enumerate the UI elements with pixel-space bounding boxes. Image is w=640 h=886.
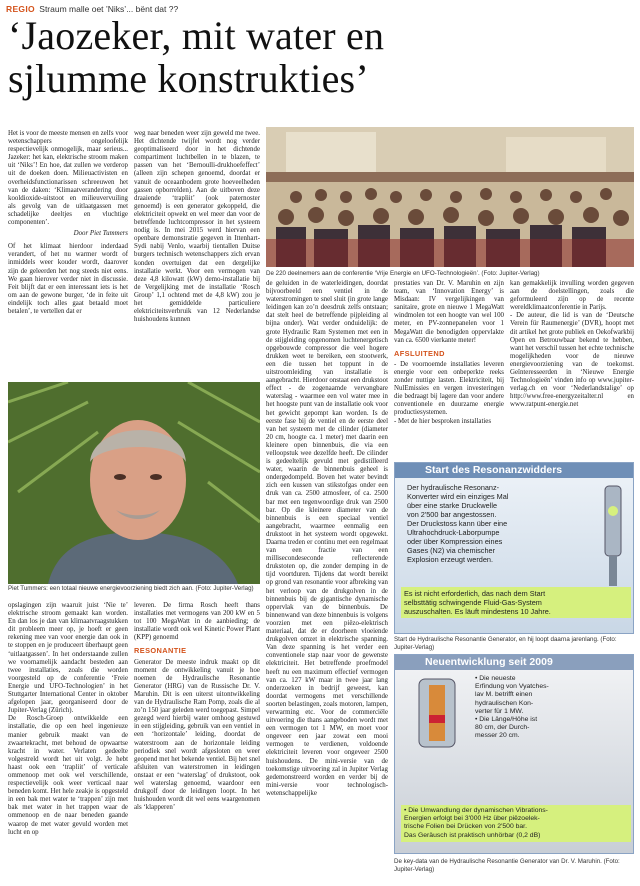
- infobox-caption: Start de Hydraulische Resonantie Generator, en hij loopt daarna jarenlang. (Foto: Jupiter-Verlag): [394, 636, 617, 651]
- infobox-caption: De key-data van de Hydraulische Resonantie Generator van Dr. V. Maruhin. (Foto: Jupiter-Verlag): [394, 858, 620, 873]
- infobox-line: Energien erfolgt bei 3'000 Hz über piëzoelek-: [404, 815, 540, 823]
- infobox-line: • Die neueste: [475, 675, 516, 682]
- article-column-2: [134, 130, 260, 378]
- new-development-infobox: [394, 654, 634, 854]
- infobox-line: • Die Länge/Höhe ist: [475, 716, 538, 724]
- article-column-5: [510, 280, 634, 460]
- infobox-line: Das Geräusch ist praktisch unhörbar (0,2 dB): [404, 831, 541, 839]
- infobox-line: hydraulischen Kon-: [475, 699, 534, 707]
- article-column-1: [8, 130, 128, 378]
- body-text: opslagingen zijn waaruit juist ‘Nie te’ elektrische stroom gemaakt kan worden. En dan los je dan van klimaatvraagstukken dit probleem meer op, je hoeft er geen rekening mee van voor energie dan ook in te stoppen en je produceert überhaupt geen ‘uitlaatgassen’. In het onderstaande zullen we voornamelijk aandacht besteden aan twee installaties, zoals die worden voorgesteld op de conferentie ‘Freie Energie und UFO-Technologien’ in het Stuttgarter International Center in oktober afgelopen jaar, georganiseerd door de Jupiter-Verlag (Zürich). De Rosch-Groep ontwikkelde een installatie, die op een heel ingenieuze manier gebruik maakt van de zwaartekracht, met behoud de opwaartse kracht in water. Verlaten gedeelte volgestreld wordt het uit volgt. Je hebt haast ook een ‘trapliit’ of verticale ommenoop met ook wel verschillende, respectievelijk ook weer verticaal naar beneden komt. Het hele zeakje is opgesteld in een bak met water te ‘trappen’ zijn met bak met water in het trappen waar de ommenoop en de naar beneden gaande waarop de met water gevuld worden met lucht en op: [8, 602, 128, 836]
- article-column-3: [266, 280, 388, 880]
- subhead-afsluitend: AFSLUITEND: [394, 348, 445, 358]
- converter-icon: [595, 481, 631, 591]
- infobox-title: Neuentwicklung seit 2009: [395, 655, 633, 670]
- infobox-line: Ultrahochdruck-Laborpumpe: [407, 528, 500, 537]
- infobox-line: Es ist nicht erforderlich, das nach dem Start: [404, 589, 546, 598]
- body-text: kan gemakkelijk invulling worden gegeven aan de doelstellingen, zoals die geformuleerd zijn op de recente wereldklimaatconferentie in Parijs. - De auteur, die lid is van de ‘Deutsche Verein für Raumenergie’ (DVR), hoopt met dit artikel het grote publiek en Oekofwarkbij Open en Betrouwbaar bekend te hebben, want het verschil tussen het echte technische mogelijkheden voor de nieuwe energievoorziening van de toekomst. Geïnteresseerden in ‘Nieuwe Energie Technologieën’ vinden info op www.jupiter-verlag.ch en voor ‘Nederlandstalige’ op http://www.free-energyzeitalter.nl en www.ratpunt-energie.net: [510, 280, 634, 409]
- subhead-resonantie: RESONANTIE: [134, 646, 187, 656]
- infobox-line: 80 cm, der Durch-: [475, 724, 530, 732]
- infobox-line: von 2'500 bar angestossen.: [407, 510, 497, 519]
- infobox-line: Gases (N2) via chemischer: [407, 546, 495, 555]
- portrait-caption: Piet Tummers: een totaal nieuwe energievoorziening biedt zich aan. (Foto: Jupiter-Verlag): [8, 585, 254, 592]
- infobox-line: messer 20 cm.: [475, 732, 520, 740]
- headline-line-1: ‘Jaozeker, mit water en: [8, 13, 385, 58]
- infobox-line: oder über Kompression eines: [407, 537, 503, 546]
- photo-caption: De 220 deelnemers aan de conferentie ‘Vrije Energie en UFO-Technologieën’. (Foto: Jupiter-Verlag): [266, 270, 540, 277]
- infobox-line: Der Druckstoss kann über eine: [407, 519, 508, 528]
- page-title: [8, 14, 634, 100]
- body-text: leveren. De firma Rosch heeft thans installaties met vermogens van 200 kW en 5 tot 100 MegaWatt in de aanbieding; de installatie wordt ook wel Kinetic Power Plant (KPP) genoemd: [134, 602, 260, 642]
- infobox-line: lav M. betrifft einen: [475, 691, 533, 699]
- infobox-title: Start des Resonanzwidders: [395, 463, 633, 478]
- infobox-line: • Die Umwandlung der dynamischen Vibrations-: [404, 807, 548, 814]
- infobox-highlight: [401, 587, 631, 618]
- infobox-line: Konverter wird ein einziges Mal: [407, 492, 509, 501]
- body-text: de geluiden in de waterleidingen, doordat bijvoorbeeld een ventiel in de waterstromingen te snel sluit (in grote lange leidingen kan zo’n deesdruk zelfs ontstaan; dat stelt heel de betreffende pijpleiding al bijna onder). Wat verder onduidelijk: de grote Hydraulic Ram Systemen met een in de stijgleiding opgenomen luchtenergetisch opgebouwde compressor die veel hogere drukken weet te bereiken, een stootwerk, een die tussen het toppunt in de uitstroomleiding van installatie is aangebracht. Hierdoor onstaat een drukstoot effect - de zogenaamde vervangbare waterslag - waarmee een vol water mee in het hoogste punt van de installatie ook voor het gewicht gepompt kan worden. Is de eerste fase bij de ventiel en de eerste deel van het systeem met de cilinder (diameter 20 cm, hoogte ca. 1 meter) met daarin een kleinere open binnenbuis, die via een velloopstuk wee dezelfde heeft. De cilinder is gedeeltelijk gevuld met gedistilleerd water, waarin de binnenbuis geheel is ondergedompeld. Boven het water bevindt zich een kussen van stikstofgas onder een druk van ca. 2500 atmosfeer, of ca. 2500 bar met een tegenwoordige druk van 2500 bar. Op die kleinere diameter van de binnenbuis is een speciaal ventiel aangebracht, waarmee eenmalig een drukstoot in het systeem wordt opgewekt. Daarna treden er continu met een regelmaat van een fractie van een millisecondeseconde reflecterende drukstoten op, die zonder demping in de tijd voortduren. Tijdens dat wordt bereikt op grond van resonantie voor afbreking van het verloop van de drukgolven in de binnenbuis bij de gigantische dynamische oppervlak van de binnenbuis. De binnenwand van deze binnenbuis is volgens voorzien met een piëzo-elektrisch materiaal, dat de er doorheen vloeiende drukgolven omzet in elektrische spanning. Van deze spanning is het verder een conventionele stap naar voor de gewenste elektriciteit. Het betreffende proefmodel heeft nu een maximum effectief vermogen van ca. 127 kW maar in twee jaar lang onderzoeken in bedrijf geweest, kan doordat vermogens met verschillende soorten belastingen, zoals motoren, lampen, verwarming etc. Voor de commerciële uitvoering die thans aangeboden wordt met een vermogen tot 1 MW, en moet voor ongeveer een jaar zowat een mooi vermogen te verdienen, voldoende elektriciteit leveren voor ongeveer 2500 huishoudens. De mini-versie van de toekomstige uitvoering zal in Jupiter Verlag gedemonstreerd worden en verder bij de mini-versie voor technologisch-wetenschappelijke: [266, 280, 388, 797]
- converter-cutaway-icon: [401, 675, 473, 755]
- byline: Door Piet Tummers: [73, 230, 128, 238]
- resonance-start-infobox: [394, 462, 634, 634]
- body-text: weg naar beneden weer zijn geweld me twee. Het dichtende twijfel wordt nog verder geoptimaliseerd door in het dichtende compartiment luchtbellen in te blazen, te passen van het ‘Bernoulli-drukhoefeffect’ (alleen zijn schepen genoemd, doordat er vanuit de oceaanbodem grote hoeveelheden gassen opborrelden). Aan de uitboven deze draaiende ‘trapliit’ (ook paternoster genoemd) is een generator gekoppeld, die elektriciteit opwekt en wel meer dan voor de betreffende luchtcompressor in het systeem nodig is. In mei 2015 werd hiervan een openbare demonstratie gegeven in Ittenhart-Sydi nabij Venlo, waarbij tientallen Duitse burgers technisch wetenschappers zich ervan konden overtuigen dat een dergelijke installatie werkt. Voor een vermogen van deze 4,8 kilowatt (kW) demo-installatie bij de Vergelijking met de installatie ‘Rosch Group’ 1,1 ochtend met de 4,8 kW) zou je het gemiddelde particuliere elektriciteitsverbruik van 12 Nederlandse huishoudens kunnen: [134, 130, 260, 324]
- section-label: REGIO: [6, 4, 35, 14]
- intro-text: Het is voor de meeste mensen en zelfs voor wetenschappers ongeloofelijk respectievelijk onmogelijk, maar serieus... Jazeker: het kan, elektrische stroom maken uit ‘Niks’! En hoe, dat zullen we verderop uit de doeken doen. Milieuactivisten en overheidsfunctionarissen schreeuwen het van de daken: ‘Klimaatverandering door kooldioxide-uitstoot en milieuvervuiling als gevolg van de uitlaatgassen met schadelijke deeltjes en vluchtige componenten’.: [8, 130, 128, 227]
- headline-line-2: sjlumme konstrukties’: [8, 56, 369, 101]
- infobox-lines: [475, 675, 631, 741]
- infobox-line: auszuschalten. Es läuft mindestens 10 Jahre.: [404, 607, 551, 616]
- body-text: prestaties van Dr. V. Maruhin en zijn team, van ‘Innovation Energy’ is Misdaan: IV vergelijkingen van sanitaire, grote en nieuwe 1 MegaWatt windmolen tot een hoogte van wel 100 meter, en PV-zonnepanelen voor 1 MegaWatt die benodigden oppervlakte van ca. 6500 vierkante meter!: [394, 280, 504, 344]
- article-column-2-lower: [134, 602, 260, 880]
- portrait-photo: [8, 382, 260, 584]
- infobox-line: über eine starke Druckwelle: [407, 501, 498, 510]
- infobox-line: Der hydraulische Resonanz-: [407, 483, 500, 492]
- kicker-text: Straum malle oet ’Niks’... bënt dat ??: [39, 4, 179, 14]
- conference-photo: [266, 127, 634, 267]
- article-column-1-lower: [8, 602, 128, 880]
- infobox-highlight: [401, 805, 631, 842]
- infobox-line: Explosion erzeugt werden.: [407, 555, 493, 564]
- infobox-line: trische Folien bei Drücken von 2'500 bar.: [404, 823, 527, 831]
- body-text: Generator De meeste indruk maakt op dit moment de ontwikkeling vanuit je hoe noemen de Hydraulische Resonantie Generator (HRG) van de Russische Dr. V. Maruhin. Dit is een uiterst uitontwikkeling van de Hydraulische Ram Pomp, zoals die al zo’n 150 jaar geleden werd toegepast. Simpel gezegd werd hierbij water omhoog gestuwd in een stijgleiding, gebruik van een ventiel in een ‘horizontale’ leiding, doordat de waterstroom aan de horizontale leiding periodiek snel wordt afgesloten en weer geopend met het bekende ventiel. Bij het snel afsluiten van waterstromen in leidingen onstaat er een ‘waterslag’ of drukstoot, ook wel waterslag genoemd, waardoor een drukgolf door de leidingen loopt. In het huishouden wordt dit wel eens waargenomen als ‘klapperen’: [134, 658, 260, 812]
- article-column-4: [394, 280, 504, 460]
- infobox-line: verter für 1 MW.: [475, 707, 524, 715]
- infobox-line: selbsttätig schwingende Fluid-Gas-System: [404, 598, 542, 607]
- body-text: Of het klimaat hierdoor inderdaad verandert, of het nu warmer wordt of inmiddels weer kouder wordt, daarover zijn de geleerden het nog steeds niet eens. We gaan hierover verder niet in discussie. Feit blijft dat er een interessant iets is het om aan de gewone burger, ‘de in feite uit eindelijk toch alles gaat betaald moet betalen’, te vertellen dat er: [8, 243, 128, 315]
- body-text: - De voornoemde installaties leveren energie voor een onbeperkte reeks zonder nuttige lasten. Elektriciteit, bij NulEmissies en vergen investeringen die bedraagt bij lagere dan voor andere conventionele en duurzame energie productiesystemen. - Met de hier besproken installaties: [394, 360, 504, 425]
- infobox-lines: [407, 483, 597, 564]
- infobox-line: Erfindung von Vyatches-: [475, 683, 549, 691]
